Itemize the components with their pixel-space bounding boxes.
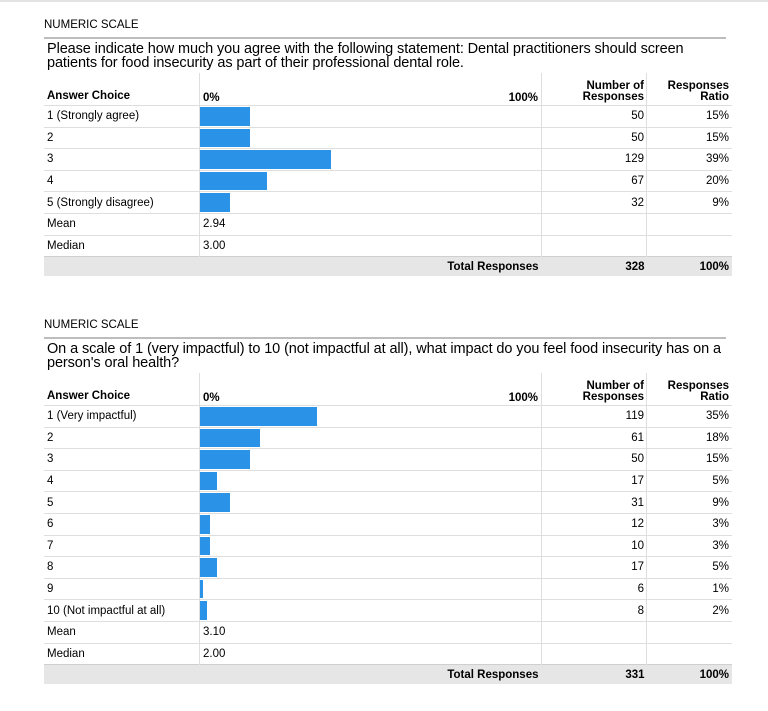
axis-max-label: 100% xyxy=(508,92,538,104)
answer-choice-label: 7 xyxy=(44,535,200,557)
table-header-row xyxy=(44,73,732,106)
answer-choice-label: 1 (Strongly agree) xyxy=(44,106,200,128)
total-empty-bar xyxy=(200,257,371,277)
bar-cell xyxy=(200,127,542,149)
median-spacer xyxy=(370,235,542,257)
response-ratio: 3% xyxy=(647,535,733,557)
response-bar xyxy=(200,558,217,577)
response-bar xyxy=(200,107,250,126)
question-section-1 xyxy=(44,18,729,276)
response-ratio: 2% xyxy=(647,600,733,622)
question-text: On a scale of 1 (very impactful) to 10 (not impactful at all), what impact do you feel food insecurity has on a person's oral health? xyxy=(44,337,726,373)
mean-ratio-empty xyxy=(647,213,733,235)
number-of-responses-header xyxy=(542,373,647,406)
median-label: Median xyxy=(44,235,200,257)
median-value: 3.00 xyxy=(200,235,371,257)
bar-cell xyxy=(200,600,542,622)
response-bar xyxy=(200,472,217,491)
response-bar xyxy=(200,493,230,512)
response-ratio: 3% xyxy=(647,513,733,535)
response-count: 17 xyxy=(542,557,647,579)
response-count: 10 xyxy=(542,535,647,557)
response-count: 129 xyxy=(542,149,647,171)
mean-value: 2.94 xyxy=(200,213,371,235)
ratio-header-line2: Ratio xyxy=(700,91,729,103)
response-ratio: 15% xyxy=(647,127,733,149)
response-bar xyxy=(200,601,207,620)
section-type-label: NUMERIC SCALE xyxy=(44,319,139,331)
response-ratio: 1% xyxy=(647,578,733,600)
table-row xyxy=(44,557,732,579)
total-ratio: 100% xyxy=(647,665,733,685)
mean-spacer xyxy=(370,621,542,643)
table-row xyxy=(44,492,732,514)
response-bar xyxy=(200,193,230,212)
mean-label: Mean xyxy=(44,621,200,643)
median-row xyxy=(44,235,732,257)
response-ratio: 39% xyxy=(647,149,733,171)
response-bar xyxy=(200,515,210,534)
answer-choice-label: 8 xyxy=(44,557,200,579)
response-count: 119 xyxy=(542,406,647,428)
number-header-line2: Responses xyxy=(582,91,644,103)
total-responses-label: Total Responses xyxy=(370,665,542,685)
answer-choice-label: 3 xyxy=(44,149,200,171)
question-section-2 xyxy=(44,318,729,684)
bar-cell xyxy=(200,106,542,128)
mean-count-empty xyxy=(542,213,647,235)
response-count: 8 xyxy=(542,600,647,622)
bar-cell xyxy=(200,557,542,579)
mean-row xyxy=(44,213,732,235)
bar-cell xyxy=(200,170,542,192)
answer-choice-label: 4 xyxy=(44,470,200,492)
table-row xyxy=(44,600,732,622)
bar-cell xyxy=(200,492,542,514)
number-header-line1: Number of xyxy=(586,80,644,92)
response-count: 17 xyxy=(542,470,647,492)
number-header-line2: Responses xyxy=(582,391,644,403)
mean-value: 3.10 xyxy=(200,621,371,643)
answer-choice-label: 6 xyxy=(44,513,200,535)
table-row xyxy=(44,106,732,128)
response-count: 50 xyxy=(542,127,647,149)
response-bar xyxy=(200,450,250,469)
response-bar xyxy=(200,429,260,448)
mean-row xyxy=(44,621,732,643)
median-count-empty xyxy=(542,643,647,665)
question-text: Please indicate how much you agree with the following statement: Dental practitioners should screen patients for food insecurity as part of their professional dental role. xyxy=(44,37,726,73)
top-divider xyxy=(0,0,768,2)
axis-min-label: 0% xyxy=(200,73,371,106)
response-ratio: 15% xyxy=(647,449,733,471)
number-of-responses-header xyxy=(542,73,647,106)
mean-count-empty xyxy=(542,621,647,643)
axis-min-label: 0% xyxy=(200,373,371,406)
bar-cell xyxy=(200,406,542,428)
table-header-row xyxy=(44,373,732,406)
bar-cell xyxy=(200,513,542,535)
response-ratio: 9% xyxy=(647,192,733,214)
table-row xyxy=(44,449,732,471)
median-value: 2.00 xyxy=(200,643,371,665)
response-bar xyxy=(200,129,250,148)
total-row xyxy=(44,665,732,685)
answer-choice-label: 3 xyxy=(44,449,200,471)
response-ratio: 35% xyxy=(647,406,733,428)
bar-cell xyxy=(200,427,542,449)
answer-choice-label: 10 (Not impactful at all) xyxy=(44,600,200,622)
answer-choice-label: 1 (Very impactful) xyxy=(44,406,200,428)
answer-choice-label: 5 xyxy=(44,492,200,514)
ratio-header-line1: Responses xyxy=(667,380,729,392)
ratio-header-line1: Responses xyxy=(667,80,729,92)
response-ratio: 5% xyxy=(647,470,733,492)
response-ratio: 18% xyxy=(647,427,733,449)
mean-spacer xyxy=(370,213,542,235)
response-bar xyxy=(200,580,203,599)
mean-label: Mean xyxy=(44,213,200,235)
answer-choice-label: 4 xyxy=(44,170,200,192)
response-ratio: 9% xyxy=(647,492,733,514)
results-table xyxy=(44,373,732,684)
mean-ratio-empty xyxy=(647,621,733,643)
answer-choice-label: 9 xyxy=(44,578,200,600)
total-count: 331 xyxy=(542,665,647,685)
table-row xyxy=(44,513,732,535)
bar-cell xyxy=(200,470,542,492)
response-ratio: 5% xyxy=(647,557,733,579)
response-bar xyxy=(200,150,331,169)
answer-choice-header: Answer Choice xyxy=(47,90,131,102)
bar-cell xyxy=(200,535,542,557)
response-count: 50 xyxy=(542,106,647,128)
response-bar xyxy=(200,537,210,556)
response-count: 50 xyxy=(542,449,647,471)
total-ratio: 100% xyxy=(647,257,733,277)
axis-max-label: 100% xyxy=(508,392,538,404)
table-row xyxy=(44,427,732,449)
table-row xyxy=(44,127,732,149)
number-header-line1: Number of xyxy=(586,380,644,392)
table-row xyxy=(44,406,732,428)
total-empty-label xyxy=(44,665,200,685)
ratio-header-line2: Ratio xyxy=(700,391,729,403)
bar-cell xyxy=(200,149,542,171)
response-count: 31 xyxy=(542,492,647,514)
response-ratio: 20% xyxy=(647,170,733,192)
table-row xyxy=(44,192,732,214)
response-count: 6 xyxy=(542,578,647,600)
response-count: 32 xyxy=(542,192,647,214)
response-bar xyxy=(200,407,317,426)
total-empty-label xyxy=(44,257,200,277)
response-count: 61 xyxy=(542,427,647,449)
median-ratio-empty xyxy=(647,643,733,665)
median-count-empty xyxy=(542,235,647,257)
total-responses-label: Total Responses xyxy=(370,257,542,277)
table-row xyxy=(44,535,732,557)
table-row xyxy=(44,470,732,492)
results-table xyxy=(44,73,732,276)
median-row xyxy=(44,643,732,665)
median-ratio-empty xyxy=(647,235,733,257)
response-bar xyxy=(200,172,267,191)
total-row xyxy=(44,257,732,277)
bar-cell xyxy=(200,449,542,471)
table-row xyxy=(44,578,732,600)
responses-ratio-header xyxy=(647,373,733,406)
total-count: 328 xyxy=(542,257,647,277)
bar-cell xyxy=(200,578,542,600)
table-row xyxy=(44,170,732,192)
bar-cell xyxy=(200,192,542,214)
median-spacer xyxy=(370,643,542,665)
responses-ratio-header xyxy=(647,73,733,106)
response-count: 67 xyxy=(542,170,647,192)
section-type-label: NUMERIC SCALE xyxy=(44,19,139,31)
response-count: 12 xyxy=(542,513,647,535)
answer-choice-header: Answer Choice xyxy=(47,390,131,402)
answer-choice-label: 5 (Strongly disagree) xyxy=(44,192,200,214)
table-row xyxy=(44,149,732,171)
total-empty-bar xyxy=(200,665,371,685)
answer-choice-label: 2 xyxy=(44,127,200,149)
response-ratio: 15% xyxy=(647,106,733,128)
median-label: Median xyxy=(44,643,200,665)
answer-choice-label: 2 xyxy=(44,427,200,449)
